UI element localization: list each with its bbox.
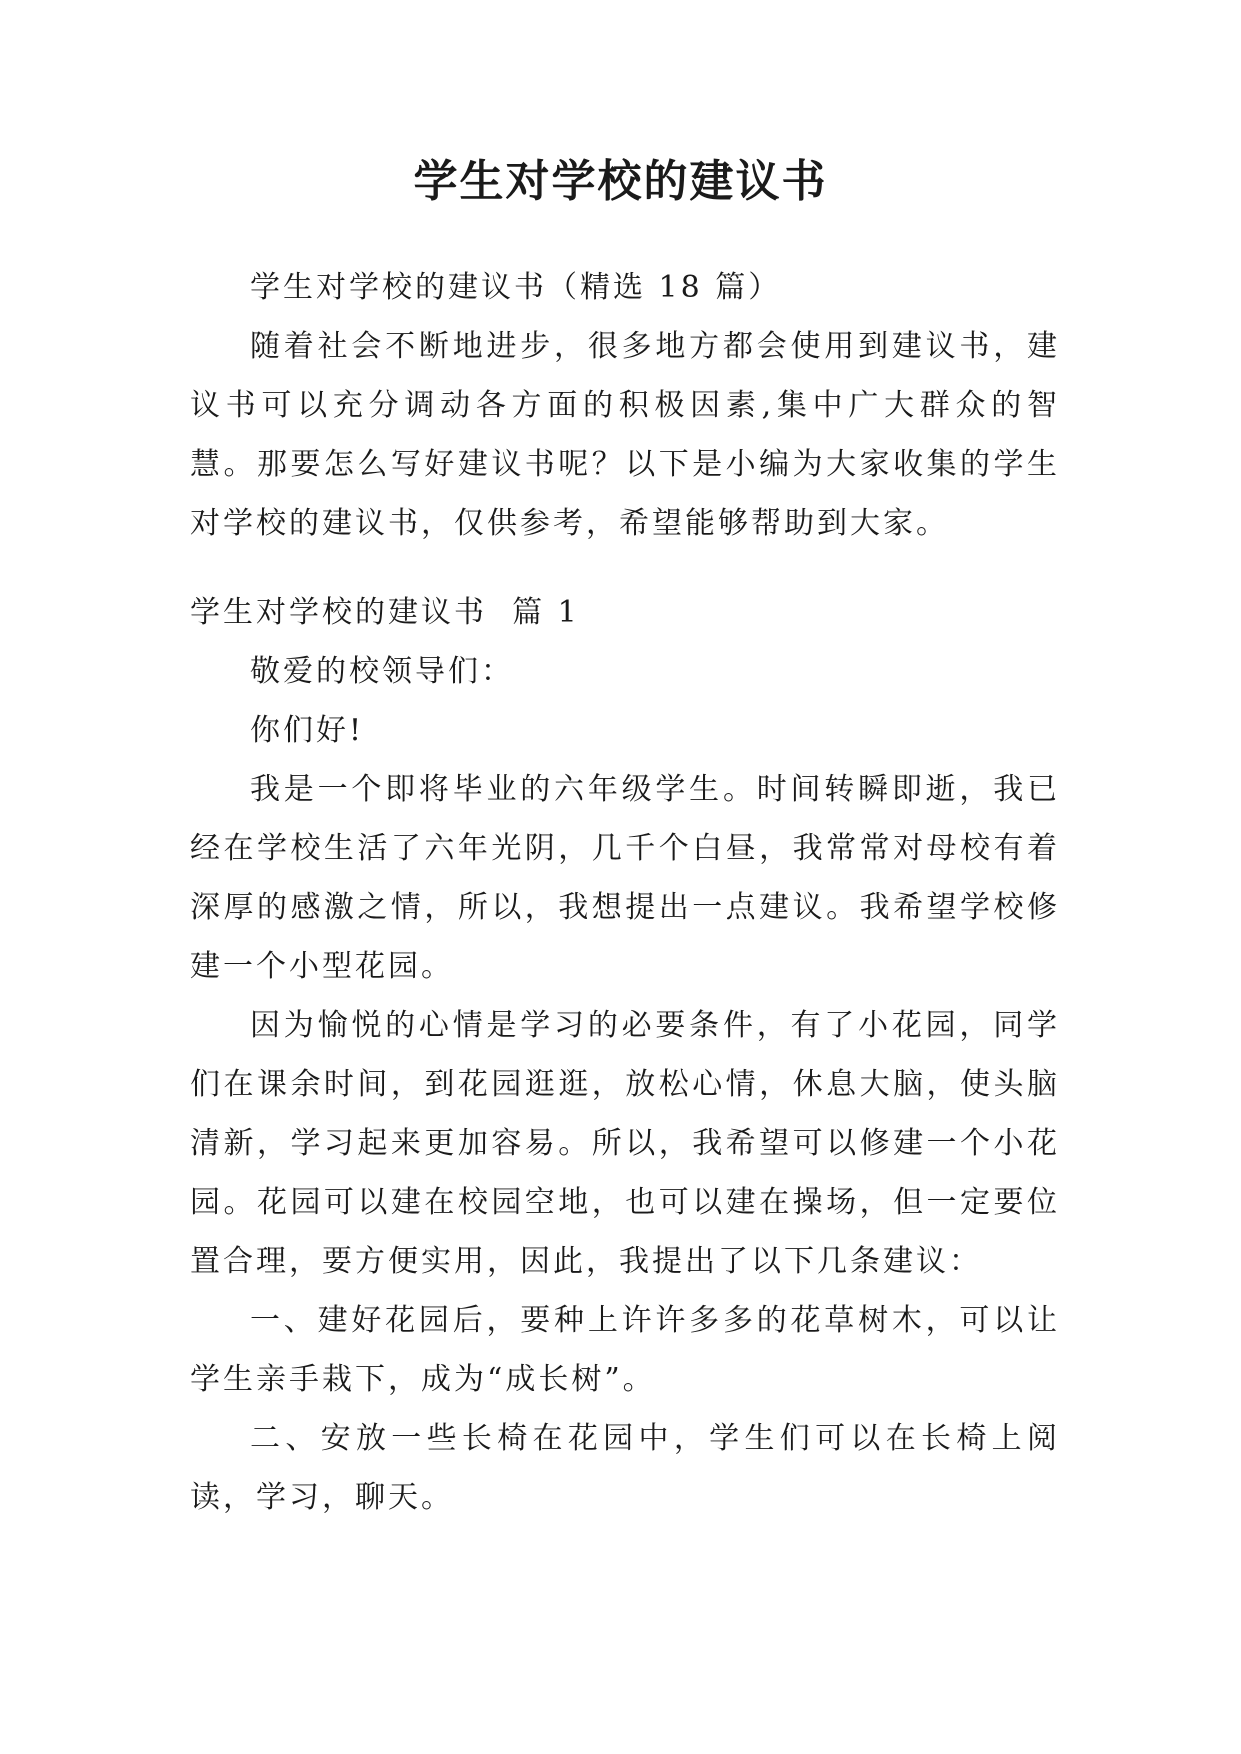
document-subtitle: 学生对学校的建议书（精选 18 篇）	[250, 270, 782, 305]
document-title: 学生对学校的建议书	[413, 156, 828, 207]
salutation: 敬爱的校领导们：	[250, 654, 514, 689]
section-spacer	[190, 553, 1060, 583]
section-heading: 学生对学校的建议书 篇 1	[190, 595, 580, 630]
body-paragraph: 我是一个即将毕业的六年级学生。时间转瞬即逝，我已经在学校生活了六年光阴，几千个白昼，我常常对母校有着深厚的感激之情，所以，我想提出一点建议。我希望学校修建一个小型花园。	[190, 772, 1060, 984]
body-paragraph: 因为愉悦的心情是学习的必要条件，有了小花园，同学们在课余时间，到花园逛逛，放松心情，休息大脑，使头脑清新，学习起来更加容易。所以，我希望可以修建一个小花园。花园可以建在校园空地，也可以建在操场，但一定要位置合理，要方便实用，因此，我提出了以下几条建议：	[190, 1008, 1060, 1279]
body-paragraph: 一、建好花园后，要种上许许多多的花草树木，可以让学生亲手栽下，成为“成长树”。	[190, 1303, 1060, 1397]
body-paragraph: 二、安放一些长椅在花园中，学生们可以在长椅上阅读，学习，聊天。	[190, 1421, 1060, 1515]
document-body	[190, 258, 1060, 1527]
intro-paragraph: 随着社会不断地进步，很多地方都会使用到建议书，建议书可以充分调动各方面的积极因素,集中广大群众的智慧。那要怎么写好建议书呢？以下是小编为大家收集的学生对学校的建议书，仅供参考，希望能够帮助到大家。	[190, 329, 1060, 541]
greeting: 你们好!	[250, 713, 365, 748]
